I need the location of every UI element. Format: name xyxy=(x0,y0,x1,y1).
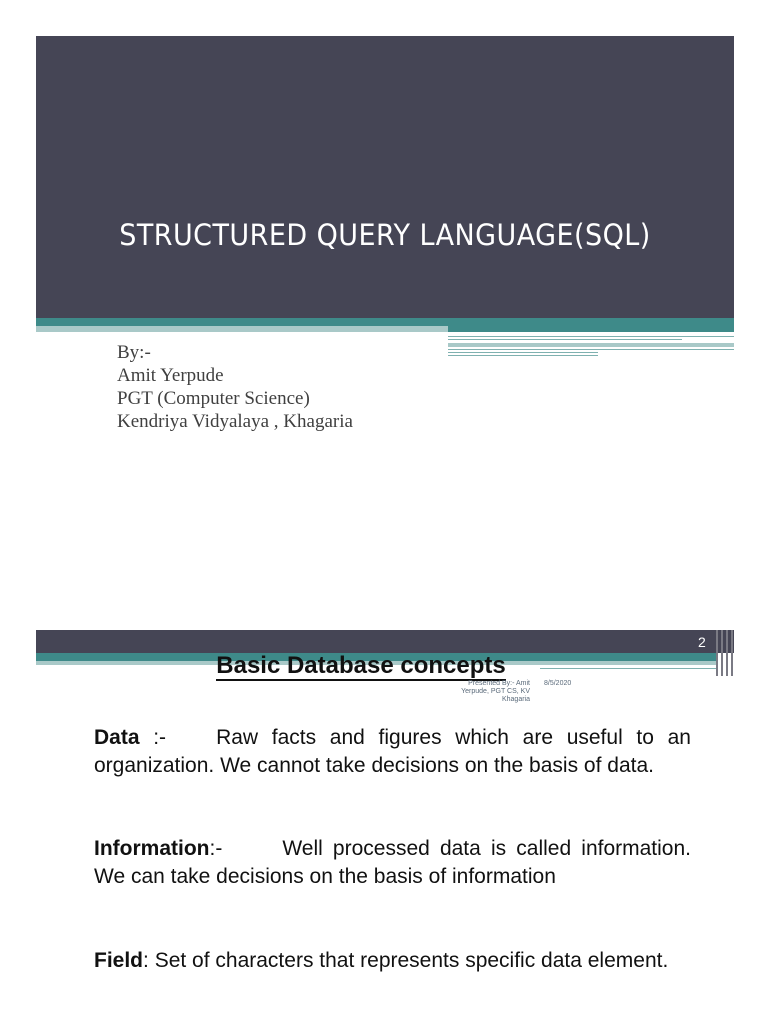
definition-data xyxy=(94,724,691,780)
author-line: Kendriya Vidyalaya , Khagaria xyxy=(117,411,353,432)
definition-field xyxy=(94,947,691,975)
definition-term: Information xyxy=(94,837,210,860)
author-line: By:- xyxy=(117,342,151,363)
accent-band xyxy=(36,318,734,326)
slide-header-bar xyxy=(36,630,734,653)
slide-heading xyxy=(36,652,734,681)
page-number: 2 xyxy=(698,634,706,650)
footer-line: Khagaria xyxy=(501,696,530,703)
definition-text: Raw facts and figures which are useful to an organization. We cannot take decisions on the basis of data. xyxy=(94,726,691,777)
title-slide-header xyxy=(36,36,734,318)
definition-term: Field xyxy=(94,949,144,972)
definition-sep: :- xyxy=(139,726,167,749)
definition-sep: :- xyxy=(209,837,223,860)
accent-line xyxy=(448,352,598,353)
definition-sep: : xyxy=(143,949,149,972)
slide-heading-text: Basic Database concepts xyxy=(216,652,506,679)
footer-line: Presented By:- Amit xyxy=(468,680,530,687)
accent-line xyxy=(448,349,734,350)
footer-line: Yerpude, PGT CS, KV xyxy=(461,688,530,695)
author-line: Amit Yerpude xyxy=(117,365,224,386)
footer-date: 8/5/2020 xyxy=(544,680,572,687)
accent-line xyxy=(448,343,734,347)
definition-text: Well processed data is called information. We can take decisions on the basis of information xyxy=(94,837,691,888)
accent-line xyxy=(448,339,682,340)
accent-band-light xyxy=(36,326,448,332)
accent-line xyxy=(448,355,598,356)
definition-term: Data xyxy=(94,726,140,749)
accent-band-right xyxy=(448,326,734,332)
author-block xyxy=(117,341,353,433)
slide-title: STRUCTURED QUERY LANGUAGE(SQL) xyxy=(119,218,651,252)
definition-text: Set of characters that represents specific data element. xyxy=(154,949,669,972)
accent-line xyxy=(448,336,734,337)
author-line: PGT (Computer Science) xyxy=(117,388,310,409)
definition-information xyxy=(94,835,691,891)
footer-presenter xyxy=(440,680,530,704)
